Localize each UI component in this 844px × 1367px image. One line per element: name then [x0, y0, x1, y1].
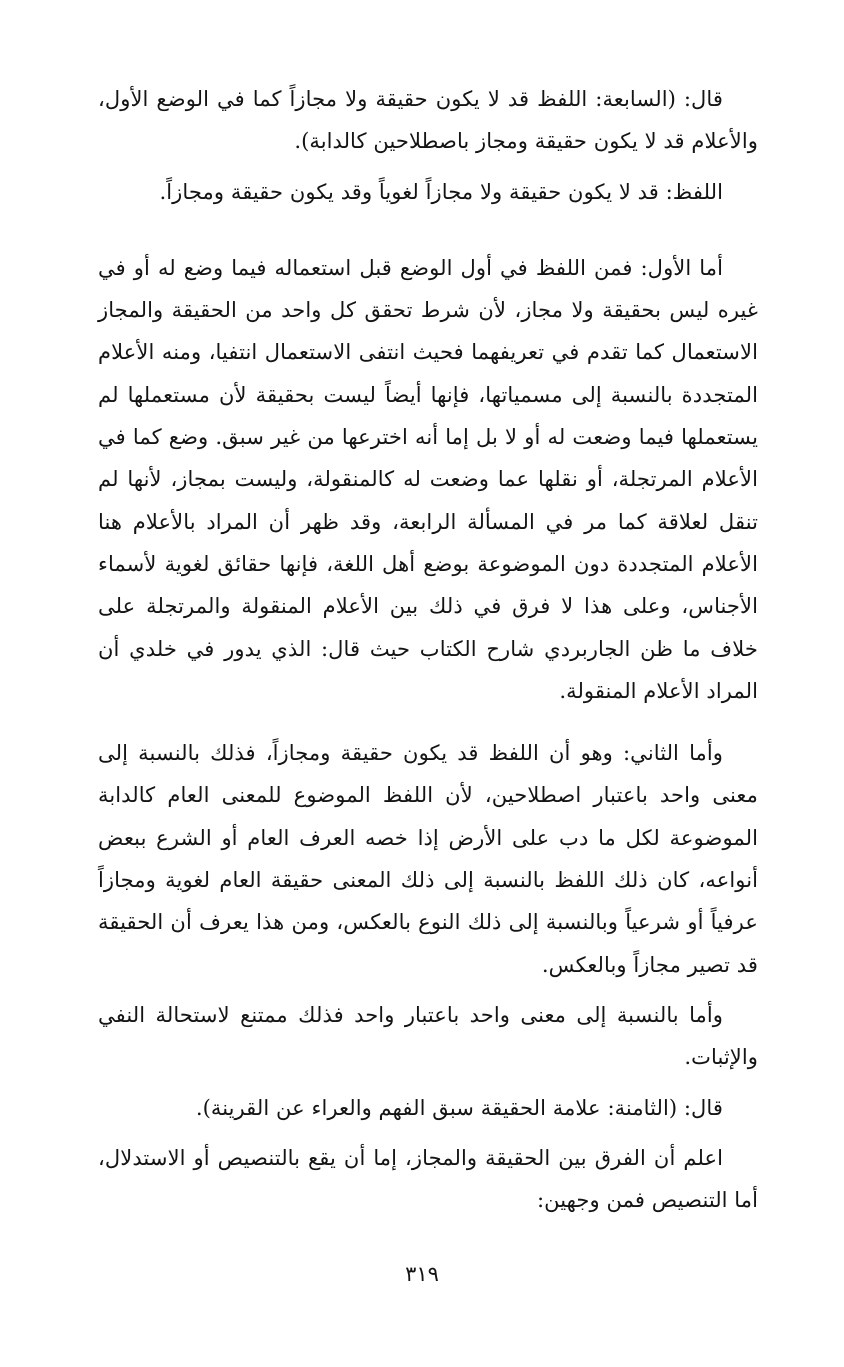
paragraph-single-meaning: وأما بالنسبة إلى معنى واحد باعتبار واحد فذلك ممتنع لاستحالة النفي والإثبات. [98, 1001, 758, 1070]
paragraph-seventh-issue: قال: (السابعة: اللفظ قد لا يكون حقيقة ولا مجازاً كما في الوضع الأول، والأعلام قد لا يكون حقيقة ومجاز باصطلاحين كالدابة). [98, 86, 758, 154]
page-body [98, 78, 758, 1221]
paragraph-distinction: اعلم أن الفرق بين الحقيقة والمجاز، إما أن يقع بالتنصيص أو الاستدلال، أما التنصيص فمن وجهين: [98, 1144, 758, 1213]
paragraph-eighth-issue: قال: (الثامنة: علامة الحقيقة سبق الفهم والعراء عن القرينة). [195, 1094, 723, 1120]
page-number: ٣١٩ [405, 1262, 439, 1286]
paragraph-second-case: وأما الثاني: وهو أن اللفظ قد يكون حقيقة ومجازاً، فذلك بالنسبة إلى معنى واحد باعتبار اصطلاحين، لأن اللفظ الموضوع للمعنى العام كالدابة الموضوعة لكل ما دب على الأرض إذا خصه العرف العام أو الشرع ببعض أنواعه، كان ذلك اللفظ بالنسبة إلى ذلك المعنى حقيقة العام لغوية ومجازاً عرفياً أو شرعياً وبالنسبة إلى ذلك النوع بالعكس، ومن هذا يعرف أن الحقيقة قد تصير مجازاً وبالعكس. [98, 740, 758, 977]
paragraph-first-case: أما الأول: فمن اللفظ في أول الوضع قبل استعماله فيما وضع له أو في غيره ليس بحقيقة ولا مجاز، لأن شرط تحقق كل واحد من الحقيقة والمجاز الاستعمال كما تقدم في تعريفهما فحيث انتفى الاستعمال انتفيا، ومنه الأعلام المتجددة بالنسبة إلى مسمياتها، فإنها أيضاً ليست بحقيقة لأن مستعملها لم يستعملها فيما وضعت له أو لا بل إما أنه اخترعها من غير سبق. وضع كما في الأعلام المرتجلة، أو نقلها عما وضعت له كالمنقولة، وليست بمجاز، لأنها لم تنقل لعلاقة كما مر في المسألة الرابعة، وقد ظهر أن المراد بالأعلام هنا الأعلام المتجددة دون الموضوعة بوضع أهل اللغة، فإنها حقائق لغوية لأسماء الأجناس، وعلى هذا لا فرق في ذلك بين الأعلام المنقولة والمرتجلة على خلاف ما ظن الجاربردي شارح الكتاب حيث قال: الذي يدور في خلدي أن المراد الأعلام المنقولة. [98, 254, 758, 703]
paragraph-word-summary: اللفظ: قد لا يكون حقيقة ولا مجازاً لغوياً وقد يكون حقيقة ومجازاً. [159, 178, 723, 204]
